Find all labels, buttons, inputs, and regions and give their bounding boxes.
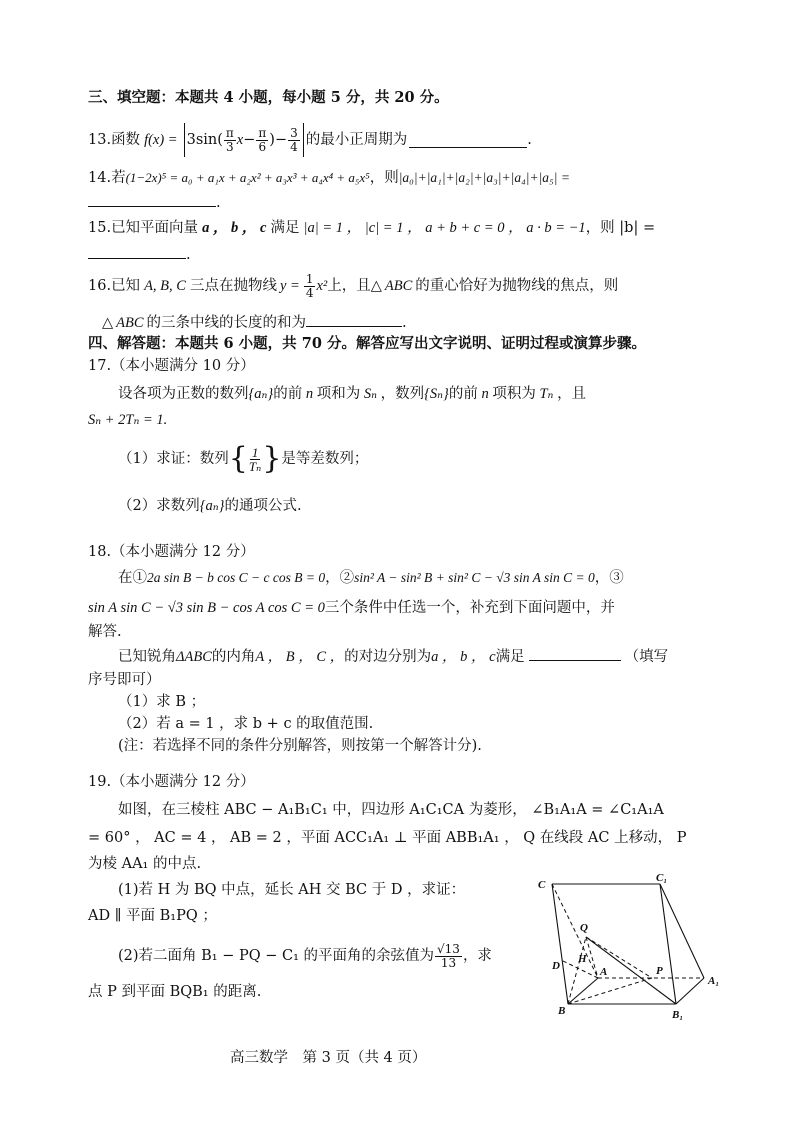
q18-text: 的内角 (211, 649, 256, 665)
fraction: $\frac{3}{4}$ (290, 125, 298, 154)
q17-text: 的前 (448, 386, 478, 402)
label-B1: B₁ (672, 1009, 684, 1021)
q19-line3: 为棱 AA₁ 的中点. (88, 856, 202, 872)
fraction: $\frac{√13}{13}$ (437, 941, 460, 970)
q18-line5: 序号即可） (88, 672, 161, 688)
answer-blank (306, 312, 402, 327)
fraction: $\frac{1}{\text{Tₙ}}$ (248, 444, 262, 474)
section-4-heading: 四、解答题：本题共 6 小题，共 70 分。解答应写出文字说明、证明过程或演算步骤。 (88, 335, 646, 352)
q13-function: f(x) = (144, 132, 178, 148)
q14-lead: 若 (111, 170, 126, 186)
q16-lead: 已知 (111, 278, 141, 294)
q16-triangle: ABC (384, 278, 413, 294)
q16-line2-text: 的三条中线的长度的和为 (146, 315, 307, 331)
q18-text: 满足 (495, 649, 525, 665)
q15-ask: ，则 |b| = (585, 220, 656, 236)
condition-2: sin² A − sin² B + sin² C − √3 sin A sin C = 0 (354, 570, 595, 585)
q15-vectors: a ， b ， c (202, 220, 267, 236)
q16-mid3: 的重心恰好为抛物线的焦点，则 (415, 278, 619, 294)
q18-triangle: ΔABC (176, 649, 212, 665)
label-Q: Q (580, 922, 588, 934)
q15-text: 已知平面向量 (111, 220, 199, 236)
q18-note: (注：若选择不同的条件分别解答，则按第一个解答计分). (118, 738, 482, 754)
label-D: D (552, 960, 560, 972)
fraction: $\frac{\pi}{6}$ (258, 125, 267, 154)
q18-line2 (88, 598, 615, 618)
condition-1: 2a sin B − b cos C − c cos B = 0 (147, 570, 326, 585)
q15-answer-line (88, 244, 191, 265)
q18-line4 (118, 646, 668, 667)
fraction: $\frac{1}{4}$ (305, 271, 314, 300)
q18-sides: a ， b ， c (431, 649, 496, 665)
q13-tail: 的最小正周期为 (305, 132, 408, 148)
question-14 (88, 168, 570, 188)
label-A1: A₁ (708, 975, 720, 987)
triangle-symbol: △ (102, 315, 114, 331)
q19-header: 19.（本小题满分 12 分） (88, 774, 255, 790)
page-footer: 高三数学 第 3 页（共 4 页） (230, 1050, 427, 1066)
q13-end: . (527, 132, 532, 148)
q17-text: 的前 (273, 386, 303, 402)
right-brace: } (262, 441, 282, 476)
condition-3: sin A sin C − √3 sin B − cos A cos C = 0 (88, 600, 325, 616)
q19-part3: 点 P 到平面 BQB₁ 的距离. (88, 984, 262, 1000)
q18-text: 在① (118, 570, 147, 586)
q17-line2: Sₙ + 2Tₙ = 1. (88, 412, 168, 428)
q17-line1: 设各项为正数的数列{aₙ}的前 n 项和为 Sₙ ，数列{Sₙ}的前 n 项积为 Tₙ ，且 (118, 386, 587, 402)
abs-bar-right (303, 123, 304, 157)
q17-text: ，数列 (380, 386, 425, 402)
q17-part1-text: （1）求证：数列 (118, 451, 229, 467)
q14-mid: ，则 (369, 170, 399, 186)
label-H: H (578, 953, 587, 965)
q18-angles: A ， B ， C ， (255, 649, 345, 665)
q14-abs-sum: |a₀|+|a₁|+|a₂|+|a₃|+|a₄|+|a₅| = (398, 170, 570, 185)
q18-sub2: （2）若 a = 1 ，求 b + c 的取值范围. (118, 716, 374, 732)
q18-line3: 解答. (88, 624, 122, 640)
q14-number: 14. (88, 170, 112, 186)
q19-part2 (118, 938, 492, 974)
q18-line1 (118, 568, 624, 588)
answer-blank (88, 244, 186, 259)
q15-cond-lead: 满足 (270, 220, 300, 236)
q17-header: 17.（本小题满分 10 分） (88, 358, 255, 374)
q17-text: ，且 (557, 386, 587, 402)
q17-text: 项和为 (316, 386, 361, 402)
parabola-eq: y = (279, 278, 300, 294)
q17-text: 项积为 (492, 386, 536, 402)
question-16 (88, 268, 618, 304)
q18-header: 18.（本小题满分 12 分） (88, 544, 255, 560)
q17-part2: （2）求数列{aₙ}的通项公式. (118, 498, 302, 514)
q17-part1 (118, 436, 368, 482)
question-15 (88, 218, 655, 238)
q19-part1a: (1)若 H 为 BQ 中点，延长 AH 交 BC 于 D ，求证： (118, 882, 466, 898)
q16-mid1: 三点在抛物线 (189, 278, 277, 294)
abs-bar-left (184, 123, 185, 157)
q19-part2-text: (2)若二面角 B₁ − PQ − C₁ 的平面角的余弦值为 (118, 948, 435, 964)
q13-lead: 函数 (111, 132, 141, 148)
q15-end: . (186, 247, 191, 263)
q19-line1: 如图，在三棱柱 ABC − A₁B₁C₁ 中，四边形 A₁C₁CA 为菱形， ∠B₁A₁A = ∠C₁A₁A (118, 802, 664, 818)
q16-points: A, B, C (144, 278, 186, 294)
label-B: B (558, 1005, 566, 1017)
q18-sub1: （1）求 B ； (118, 694, 206, 710)
label-C1: C₁ (656, 872, 668, 884)
q16-triangle: ABC (116, 315, 144, 331)
label-A: A (600, 966, 608, 978)
question-13: 13. 函数 f(x) = 3sin( $\frac{\pi}{3}$ x − $\frac{\pi}{6}$ )− $\frac{3}{4}$ 的最小正周期为 . (88, 120, 532, 160)
q16-line2 (102, 312, 407, 333)
q16-end: . (402, 315, 407, 331)
label-P: P (656, 965, 663, 977)
q18-text: ，② (325, 570, 355, 586)
fraction: $\frac{\pi}{3}$ (225, 125, 234, 154)
q13-expr: 3sin( (186, 132, 223, 148)
q19-part2-tail: ，求 (462, 948, 492, 964)
q19-line2: = 60° ， AC = 4 ， AB = 2 ，平面 ACC₁A₁ ⊥ 平面 ABB₁A₁ ， Q 在线段 AC 上移动， P (88, 830, 687, 846)
q16-number: 16. (88, 278, 112, 294)
q14-answer-line (88, 192, 221, 213)
q18-text: ，③ (594, 570, 624, 586)
q18-text: （填写 (624, 649, 669, 665)
answer-blank (409, 133, 527, 148)
answer-blank (529, 646, 621, 661)
q17-part1-tail: 是等差数列； (281, 451, 369, 467)
q15-conditions: |a| = 1 ， |c| = 1 ， a + b + c = 0 ， a · b = −1 (303, 220, 586, 236)
section-3-heading: 三、填空题：本题共 4 小题，每小题 5 分，共 20 分。 (88, 89, 449, 106)
left-brace: { (228, 441, 248, 476)
parabola-x2: x² (316, 278, 328, 294)
q17-text: 设各项为正数的数列 (118, 386, 249, 402)
q14-end: . (216, 195, 221, 211)
q16-mid2: 上，且△ (327, 278, 382, 294)
prism-figure (528, 872, 734, 1022)
answer-blank (88, 192, 216, 207)
q14-expansion: (1−2x)⁵ = a₀ + a₁x + a₂x² + a₃x³ + a₄x⁴ + a₅x⁵ (125, 170, 370, 185)
q18-text: 三个条件中任选一个，补充到下面问题中，并 (324, 600, 615, 616)
q18-text: 已知锐角 (118, 649, 176, 665)
q15-number: 15. (88, 220, 112, 236)
q17-part2-tail: 的通项公式. (224, 498, 302, 514)
q13-number: 13. (88, 132, 112, 148)
q18-text: 的对边分别为 (344, 649, 432, 665)
label-C: C (538, 879, 546, 891)
q17-part2-text: （2）求数列 (118, 498, 200, 514)
q19-part1b: AD ∥ 平面 B₁PQ ； (88, 908, 217, 924)
